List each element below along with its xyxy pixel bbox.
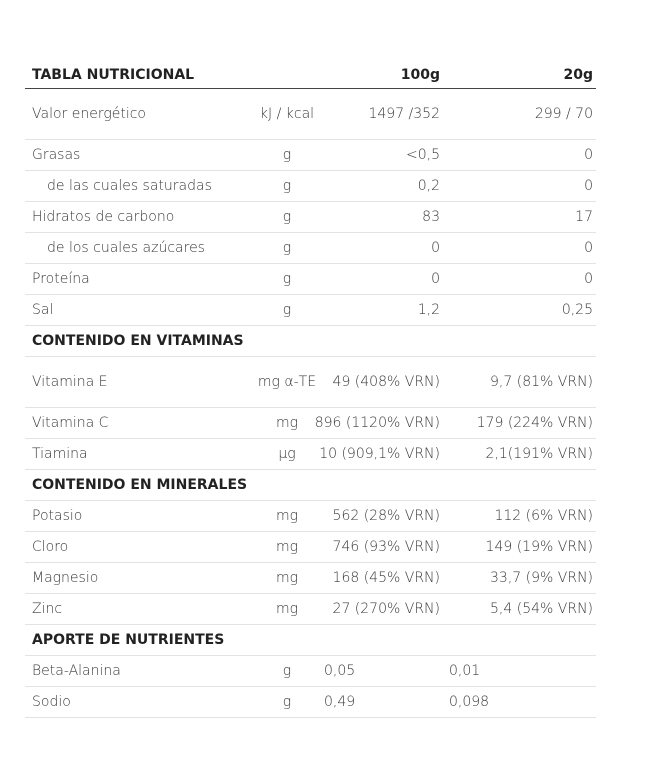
nutrient-unit: g <box>282 240 292 256</box>
nutrient-name: Hidratos de carbono <box>32 209 175 225</box>
nutrient-unit: mg <box>275 508 299 524</box>
value-20g: 149 (19% VRN) <box>485 539 593 555</box>
nutrient-name: Cloro <box>32 539 69 555</box>
value-100g: 168 (45% VRN) <box>332 570 440 586</box>
table-row <box>25 140 596 171</box>
value-100g: 0,49 <box>324 694 356 710</box>
value-100g: 1,2 <box>417 302 440 318</box>
nutrient-unit: g <box>282 209 292 225</box>
nutrient-name: Zinc <box>32 601 63 617</box>
nutrient-name: Beta-Alanina <box>32 663 121 679</box>
value-20g: 17 <box>575 209 593 225</box>
table-row <box>25 233 596 264</box>
nutrient-name: Vitamina C <box>32 415 109 431</box>
value-20g: 299 / 70 <box>534 106 593 122</box>
value-20g: 0 <box>584 271 593 287</box>
section-title: CONTENIDO EN MINERALES <box>32 477 248 493</box>
value-20g: 2,1(191% VRN) <box>485 446 593 462</box>
nutrient-name: Sal <box>32 302 54 318</box>
nutrient-name: Potasio <box>32 508 83 524</box>
nutrient-unit: mg α-TE <box>257 374 317 390</box>
value-20g: 9,7 (81% VRN) <box>490 374 593 390</box>
value-100g: 562 (28% VRN) <box>332 508 440 524</box>
nutrient-unit: kJ / kcal <box>259 106 315 122</box>
table-row <box>25 656 596 687</box>
section-title: APORTE DE NUTRIENTES <box>32 632 225 648</box>
section-header-minerals <box>25 470 596 501</box>
table-row <box>25 594 596 625</box>
column-header-100g: 100g <box>400 67 440 83</box>
table-row <box>25 439 596 470</box>
nutrition-table <box>25 62 596 718</box>
value-100g: 746 (93% VRN) <box>332 539 440 555</box>
table-row <box>25 171 596 202</box>
table-row <box>25 563 596 594</box>
nutrient-unit: mg <box>275 539 299 555</box>
value-100g: 0 <box>431 240 440 256</box>
nutrient-unit: g <box>282 694 292 710</box>
value-20g: 33,7 (9% VRN) <box>490 570 593 586</box>
value-100g: <0,5 <box>406 147 440 163</box>
value-20g: 0,098 <box>449 694 490 710</box>
table-row <box>25 532 596 563</box>
nutrient-name: de los cuales azúcares <box>47 240 205 256</box>
value-100g: 27 (270% VRN) <box>332 601 440 617</box>
table-row <box>25 357 596 408</box>
nutrient-unit: mg <box>275 415 299 431</box>
nutrient-unit: g <box>282 178 292 194</box>
value-100g: 1497 /352 <box>368 106 440 122</box>
value-20g: 0,01 <box>449 663 481 679</box>
table-row <box>25 295 596 326</box>
nutrient-name: Sodio <box>32 694 71 710</box>
value-100g: 0,05 <box>324 663 356 679</box>
nutrient-unit: µg <box>278 446 296 462</box>
section-title: CONTENIDO EN VITAMINAS <box>32 333 244 349</box>
table-row <box>25 202 596 233</box>
value-20g: 0 <box>584 178 593 194</box>
column-header-20g: 20g <box>563 67 593 83</box>
section-header-nutrients <box>25 625 596 656</box>
table-row <box>25 89 596 140</box>
table-row <box>25 501 596 532</box>
nutrient-name: Tiamina <box>32 446 88 462</box>
table-row <box>25 264 596 295</box>
value-20g: 112 (6% VRN) <box>494 508 593 524</box>
nutrient-unit: g <box>282 271 292 287</box>
value-20g: 0,25 <box>561 302 593 318</box>
value-100g: 0,2 <box>417 178 440 194</box>
section-header-vitamins <box>25 326 596 357</box>
nutrient-name: de las cuales saturadas <box>47 178 212 194</box>
value-20g: 0 <box>584 240 593 256</box>
value-100g: 10 (909,1% VRN) <box>319 446 440 462</box>
nutrient-name: Valor energético <box>32 106 146 122</box>
value-20g: 179 (224% VRN) <box>476 415 593 431</box>
nutrient-name: Proteína <box>32 271 90 287</box>
table-row <box>25 687 596 718</box>
table-header <box>25 62 596 89</box>
value-100g: 83 <box>422 209 440 225</box>
table-row <box>25 408 596 439</box>
value-20g: 0 <box>584 147 593 163</box>
value-20g: 5,4 (54% VRN) <box>490 601 593 617</box>
nutrient-unit: g <box>282 663 292 679</box>
value-100g: 49 (408% VRN) <box>332 374 440 390</box>
value-100g: 896 (1120% VRN) <box>314 415 440 431</box>
nutrient-unit: g <box>282 302 292 318</box>
nutrient-unit: mg <box>275 570 299 586</box>
nutrient-name: Magnesio <box>32 570 99 586</box>
nutrient-unit: g <box>282 147 292 163</box>
nutrient-name: Vitamina E <box>32 374 108 390</box>
value-100g: 0 <box>431 271 440 287</box>
nutrient-name: Grasas <box>32 147 81 163</box>
table-title: TABLA NUTRICIONAL <box>32 67 195 83</box>
nutrient-unit: mg <box>275 601 299 617</box>
